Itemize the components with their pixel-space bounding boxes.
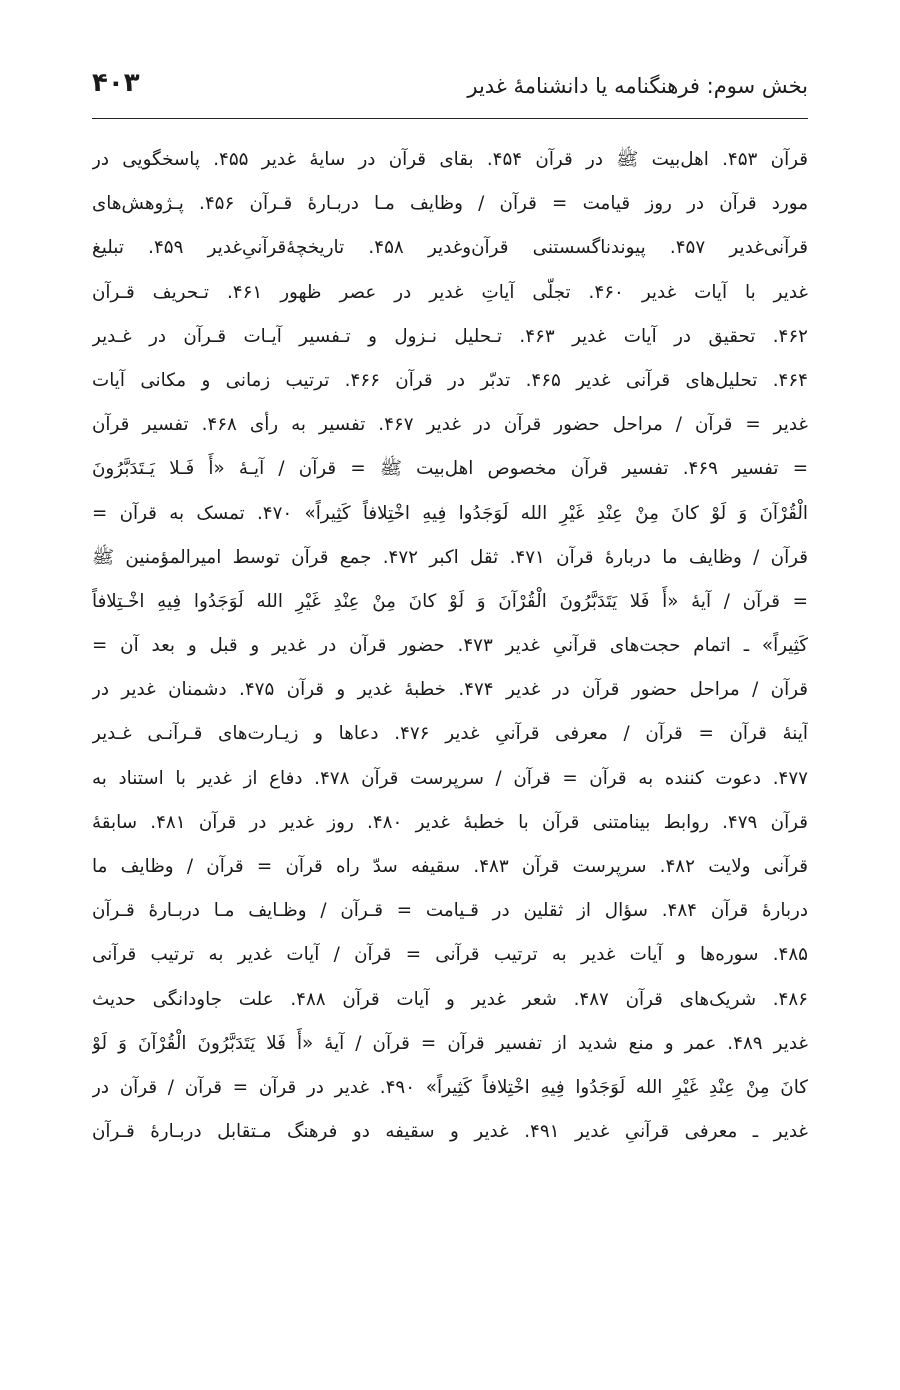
text-line: قرآن / مراحل حضور قرآن در غدیر ۴۷۴. خطبهٔ غدیر و قرآن ۴۷۵. دشمنان غدیر در (92, 679, 808, 701)
text-line: غدیر ـ معرفی قرآنیِ غدیر ۴۹۱. غدیر و سقیفه دو فرهنگ مـتقابل دربـارهٔ قـرآن (92, 1121, 808, 1143)
text-line: = قرآن / آیهٔ «أَ فَلا یَتَدَبَّرُونَ الْقُرْآنَ وَ لَوْ کانَ مِنْ عِنْدِ غَیْرِ الله لَوَجَدُوا فِیهِ اخْـتِلافاً (92, 590, 808, 612)
text-line: غدیر ۴۸۹. عمر و منع شدید از تفسیر قرآن = قرآن / آیهٔ «أَ فَلا یَتَدَبَّرُونَ الْقُرْآنَ وَ لَوْ (92, 1032, 808, 1054)
page-number: ۴۰۳ (92, 68, 140, 98)
text-line: کَثِیراً» ـ اتمام حجت‌های قرآنیِ غدیر ۴۷۳. حضور قرآن در غدیر و قبل و بعد آن = (92, 635, 808, 657)
text-line: قرآنی ولایت ۴۸۲. سرپرست قرآن ۴۸۳. سقیفه سدّ راه قرآن = قرآن / وظایف ما (92, 856, 808, 877)
text-line: ۴۶۲. تحقیق در آیات غدیر ۴۶۳. تـحلیل نـزول و تـفسیر آیـات قـرآن در غـدیر (92, 325, 808, 347)
text-line: الْقُرْآنَ وَ لَوْ کانَ مِنْ عِنْدِ غَیْرِ الله لَوَجَدُوا فِیهِ اخْتِلافاً کَثِیراً» ۴۷۰. تمسک به قرآن = (92, 502, 808, 524)
running-header-title: بخش سوم: فرهنگنامه یا دانشنامهٔ غدیر (467, 74, 808, 98)
text-line: = تفسیر ۴۶۹. تفسیر قرآن مخصوص اهل‌بیت ﷺ = قرآن / آیـهٔ «أَ فَـلا یَـتَدَبَّرُونَ (92, 458, 808, 480)
text-line: ۴۶۴. تحلیل‌های قرآنی غدیر ۴۶۵. تدبّر در قرآن ۴۶۶. ترتیب زمانی و مکانی آیات (92, 369, 808, 391)
text-line: قرآن / وظایف ما دربارهٔ قرآن ۴۷۱. ثقل اکبر ۴۷۲. جمع قرآن توسط امیرالمؤمنین ﷺ (92, 546, 808, 568)
text-line: دربارهٔ قرآن ۴۸۴. سؤال از ثقلین در قـیامت = قـرآن / وظـایف مـا دربـارهٔ قـرآن (92, 900, 808, 922)
page-header (92, 66, 808, 119)
text-line: ۴۷۷. دعوت کننده به قرآن = قرآن / سرپرست قرآن ۴۷۸. دفاع از غدیر با استناد به (92, 767, 808, 789)
text-line: کانَ مِنْ عِنْدِ غَیْرِ الله لَوَجَدُوا فِیهِ اخْتِلافاً کَثِیراً» ۴۹۰. غدیر در قرآن = قرآن / قرآن در (92, 1076, 808, 1098)
text-line: قرآن ۴۵۳. اهل‌بیت ﷺ در قرآن ۴۵۴. بقای قرآن در سایهٔ غدیر ۴۵۵. پاسخگویی در (92, 149, 808, 170)
text-line: غدیر = قرآن / مراحل حضور قرآن در غدیر ۴۶۷. تفسیر به رأی ۴۶۸. تفسیر قرآن (92, 414, 808, 436)
text-line: ۴۸۶. شریک‌های قرآن ۴۸۷. شعر غدیر و آیات قرآن ۴۸۸. علت جاودانگی حدیث (92, 988, 808, 1010)
text-line: غدیر با آیات غدیر ۴۶۰. تجلّی آیاتِ غدیر در عصر ظهور ۴۶۱. تـحریف قـرآن (92, 281, 808, 303)
text-line: قرآن ۴۷۹. روابط بینامتنی قرآن با خطبهٔ غدیر ۴۸۰. روز غدیر در قرآن ۴۸۱. سابقهٔ (92, 811, 808, 833)
text-line: آینهٔ قرآن = قرآن / معرفی قرآنیِ غدیر ۴۷۶. دعاها و زیـارت‌های قـرآنـی غـدیر (92, 723, 808, 745)
text-line: قرآنی‌غدیر ۴۵۷. پیوندناگسستنی قرآن‌وغدیر ۴۵۸. تاریخچهٔ‌قرآنیِ‌غدیر ۴۵۹. تبلیغ (92, 237, 808, 259)
body-text (92, 138, 808, 1154)
text-line: ۴۸۵. سوره‌ها و آیات غدیر به ترتیب قرآنی = قرآن / آیات غدیر به ترتیب قرآنی (92, 944, 808, 966)
text-line: مورد قرآن در روز قیامت = قرآن / وظایف مـا دربـارهٔ قـرآن ۴۵۶. پـژوهش‌های (92, 193, 808, 215)
